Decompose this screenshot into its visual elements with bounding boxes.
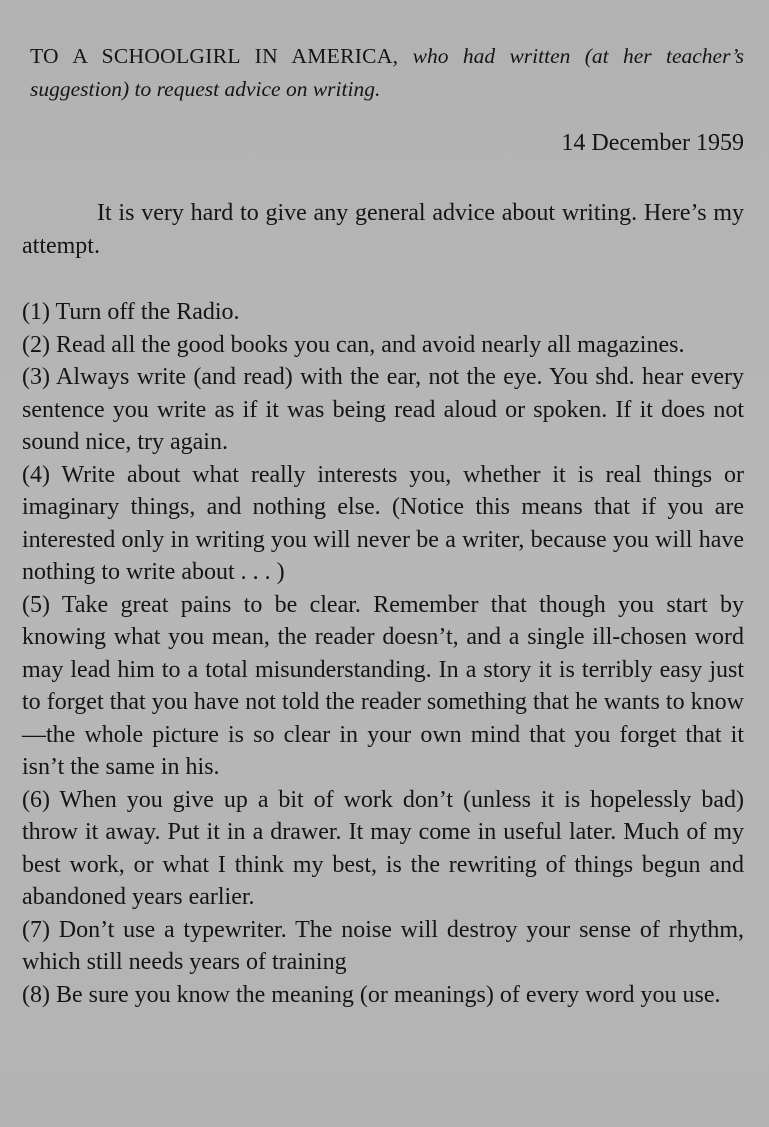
advice-item-7: (7) Don’t use a typewriter. The noise will destroy your sense of rhythm, which still needs years of training bbox=[22, 916, 744, 975]
advice-item-1: (1) Turn off the Radio. bbox=[22, 299, 240, 325]
advice-item-4: (4) Write about what really interests you, whether it is real things or imaginary things, and nothing else. (Notice this means that if you are interested only in writing you will never be a writer, because you will have nothing to write about . . . ) bbox=[22, 461, 744, 585]
letter-heading bbox=[30, 40, 744, 106]
advice-item-3: (3) Always write (and read) with the ear, not the eye. You shd. hear every sentence you write as if it was being read aloud or spoken. If it does not sound nice, try again. bbox=[22, 364, 744, 455]
advice-item-2: (2) Read all the good books you can, and avoid nearly all magazines. bbox=[22, 331, 685, 358]
recipient-description: who had written (at her teacher’s suggestion) to request advice on writing. bbox=[30, 44, 745, 101]
advice-list bbox=[22, 296, 744, 1011]
advice-item-5: (5) Take great pains to be clear. Remember that though you start by knowing what you mean, the reader doesn’t, and a single ill-chosen word may lead him to a total misunderstanding. In a story it is terribly easy just to forget that you have not told the reader something that he wants to know—the whole picture is so clear in your own mind that you forget that it isn’t the same in his. bbox=[22, 591, 744, 780]
advice-item-8: (8) Be sure you know the meaning (or meanings) of every word you use. bbox=[22, 981, 721, 1008]
letter-date: 14 December 1959 bbox=[561, 130, 744, 156]
advice-item-6: (6) When you give up a bit of work don’t (unless it is hopelessly bad) throw it away. Put it in a drawer. It may come in useful later. Much of my best work, or what I think my best, is the rewriting of things begun and abandoned years earlier. bbox=[22, 786, 744, 910]
recipient-caps: TO A SCHOOLGIRL IN AMERICA, bbox=[30, 44, 399, 68]
intro-paragraph: It is very hard to give any general advice about writing. Here’s my attempt. bbox=[22, 200, 744, 259]
